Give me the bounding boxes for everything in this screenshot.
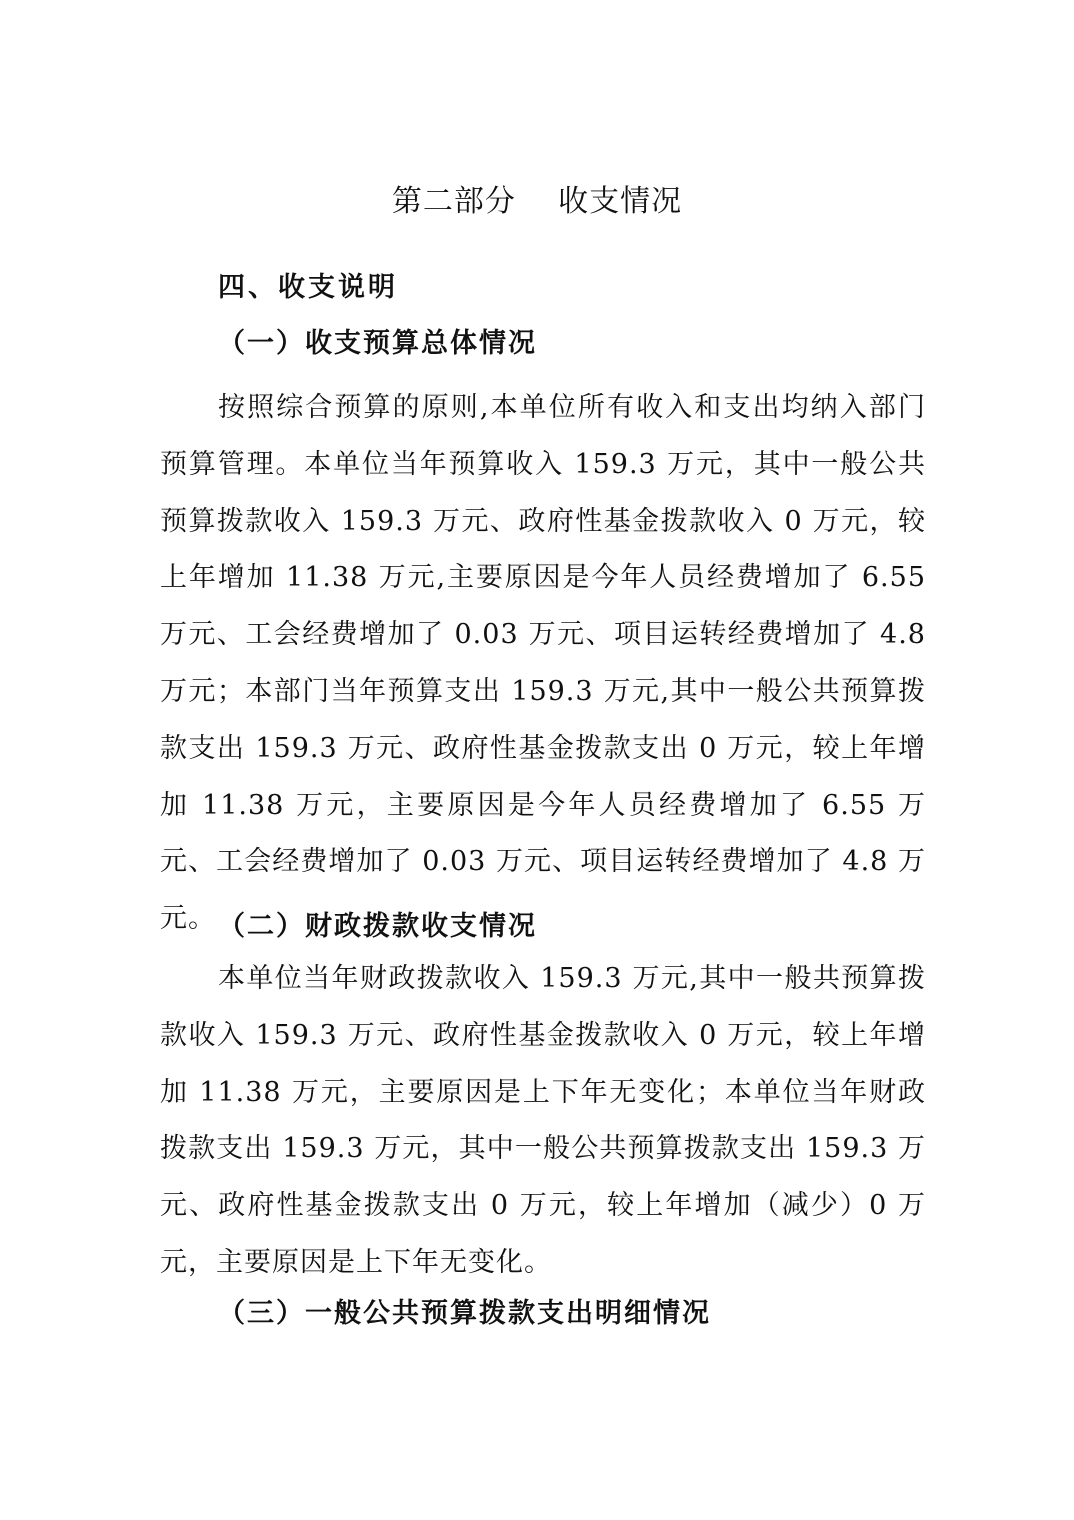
subsection-heading-1: （一）收支预算总体情况 [218, 328, 537, 359]
section-heading: 四、收支说明 [218, 272, 398, 303]
subsection-heading-2: （二）财政拨款收支情况 [218, 911, 537, 942]
subsection-heading-3: （三）一般公共预算拨款支出明细情况 [218, 1298, 711, 1329]
subsection-paragraph-1: 按照综合预算的原则,本单位所有收入和支出均纳入部门预算管理。本单位当年预算收入 159.3 万元，其中一般公共预算拨款收入 159.3 万元、政府性基金拨款收入 0 万元，较上年增加 11.38 万元,主要原因是今年人员经费增加了 6.55 万元、工会经费增加了 0.03 万元、项目运转经费增加了 4.8 万元；本部门当年预算支出 159.3 万元,其中一般公共预算拨款支出 159.3 万元、政府性基金拨款支出 0 万元，较上年增加 11.38 万元，主要原因是今年人员经费增加了 6.55 万元、工会经费增加了 0.03 万元、项目运转经费增加了 4.8 万元。 [160, 392, 926, 935]
subsection-paragraph-2: 本单位当年财政拨款收入 159.3 万元,其中一般共预算拨款收入 159.3 万元、政府性基金拨款收入 0 万元，较上年增加 11.38 万元，主要原因是上下年无变化；本单位当年财政拨款支出 159.3 万元，其中一般公共预算拨款支出 159.3 万元、政府性基金拨款支出 0 万元，较上年增加（减少）0 万元，主要原因是上下年无变化。 [160, 963, 926, 1278]
page-title: 第二部分 收支情况 [391, 184, 683, 219]
